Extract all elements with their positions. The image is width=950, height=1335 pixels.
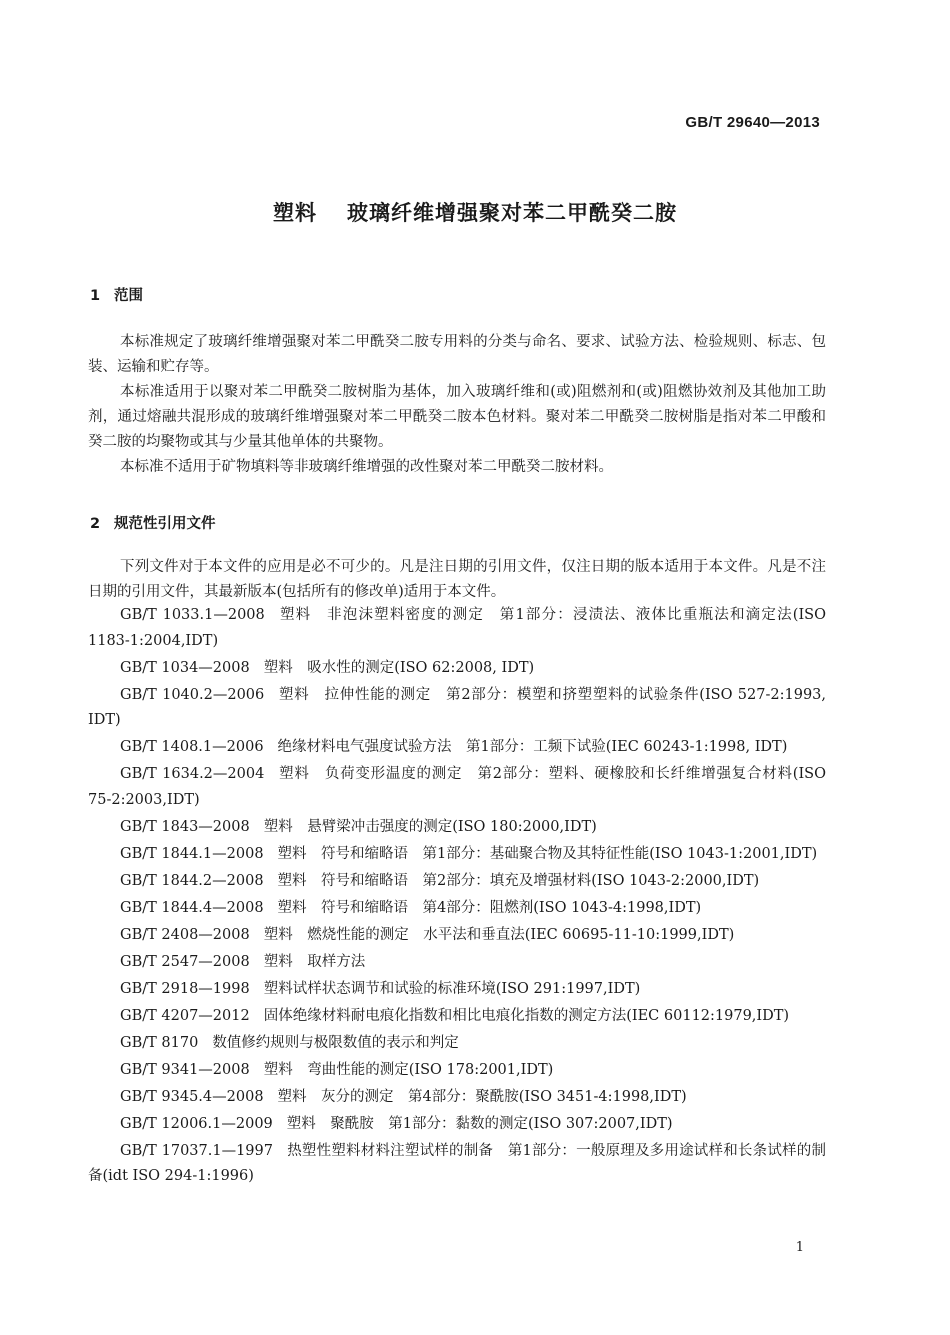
reference-text: 塑料 拉伸性能的测定 第2部分：模塑和挤塑塑料的试验条件(ISO 527-2:1993, IDT) <box>88 686 827 728</box>
reference-item <box>88 683 826 734</box>
reference-item <box>88 735 826 761</box>
reference-text: 数值修约规则与极限数值的表示和判定 <box>212 1034 459 1051</box>
reference-text: 塑料 聚酰胺 第1部分：黏数的测定(ISO 307:2007,IDT) <box>286 1115 673 1132</box>
reference-code: GB/T 2547—2008 <box>120 953 250 970</box>
reference-text: 塑料 符号和缩略语 第2部分：填充及增强材料(ISO 1043-2:2000,IDT) <box>277 872 760 889</box>
reference-item <box>88 762 826 813</box>
reference-code: GB/T 1844.2—2008 <box>120 872 264 889</box>
title-part-1: 塑料 <box>273 201 317 225</box>
scope-paragraph-2: 本标准适用于以聚对苯二甲酰癸二胺树脂为基体，加入玻璃纤维和(或)阻燃剂和(或)阻燃协效剂及其他加工助剂，通过熔融共混形成的玻璃纤维增强聚对苯二甲酰癸二胺本色材料。聚对苯二甲酰癸二胺树脂是指对苯二甲酸和癸二胺的均聚物或其与少量其他单体的共聚物。 <box>88 384 826 450</box>
section-number: 1 <box>90 288 101 304</box>
document-title <box>0 197 950 227</box>
reference-text: 固体绝缘材料耐电痕化指数和相比电痕化指数的测定方法(IEC 60112:1979,IDT) <box>263 1007 790 1024</box>
reference-list <box>88 603 826 1191</box>
reference-code: GB/T 1843—2008 <box>120 818 250 835</box>
section-title: 范围 <box>114 288 143 304</box>
reference-item <box>88 923 826 949</box>
references-intro: 下列文件对于本文件的应用是必不可少的。凡是注日期的引用文件，仅注日期的版本适用于本文件。凡是不注日期的引用文件，其最新版本(包括所有的修改单)适用于本文件。 <box>88 559 826 600</box>
reference-text: 塑料 吸水性的测定(ISO 62:2008, IDT) <box>263 659 535 676</box>
reference-text: 塑料 非泡沫塑料密度的测定 第1部分：浸渍法、液体比重瓶法和滴定法(ISO 1183-1:2004,IDT) <box>88 607 826 649</box>
reference-code: GB/T 1844.1—2008 <box>120 845 264 862</box>
scope-paragraph-3: 本标准不适用于矿物填料等非玻璃纤维增强的改性聚对苯二甲酰癸二胺材料。 <box>120 459 613 475</box>
reference-code: GB/T 1634.2—2004 <box>120 766 265 782</box>
reference-item <box>88 842 826 868</box>
reference-text: 塑料 符号和缩略语 第4部分：阻燃剂(ISO 1043-4:1998,IDT) <box>277 899 702 916</box>
reference-item <box>88 1085 826 1111</box>
reference-text: 塑料 燃烧性能的测定 水平法和垂直法(IEC 60695-11-10:1999,IDT) <box>263 926 735 943</box>
reference-item <box>88 656 826 682</box>
section-number: 2 <box>90 516 101 532</box>
reference-text: 塑料 悬臂梁冲击强度的测定(ISO 180:2000,IDT) <box>263 818 597 835</box>
reference-code: GB/T 2918—1998 <box>120 980 250 997</box>
page-number: 1 <box>795 1240 804 1255</box>
section-title: 规范性引用文件 <box>114 516 216 532</box>
reference-code: GB/T 8170 <box>120 1034 199 1051</box>
section-2-heading <box>90 512 216 533</box>
reference-item <box>88 977 826 1003</box>
reference-code: GB/T 1844.4—2008 <box>120 899 264 916</box>
reference-text: 塑料 灰分的测定 第4部分：聚酰胺(ISO 3451-4:1998,IDT) <box>277 1088 687 1105</box>
reference-code: GB/T 17037.1—1997 <box>120 1142 273 1159</box>
reference-item <box>88 869 826 895</box>
reference-text: 塑料 取样方法 <box>263 953 366 970</box>
reference-code: GB/T 9341—2008 <box>120 1061 250 1078</box>
reference-code: GB/T 1033.1—2008 <box>120 607 265 623</box>
reference-text: 塑料试样状态调节和试验的标准环境(ISO 291:1997,IDT) <box>263 980 641 997</box>
reference-item <box>88 1031 826 1057</box>
reference-item <box>88 1139 826 1190</box>
reference-item <box>88 1058 826 1084</box>
reference-code: GB/T 1040.2—2006 <box>120 686 265 703</box>
section-1-heading <box>90 284 143 305</box>
reference-code: GB/T 12006.1—2009 <box>120 1115 273 1132</box>
reference-code: GB/T 4207—2012 <box>120 1007 250 1024</box>
reference-text: 塑料 弯曲性能的测定(ISO 178:2001,IDT) <box>263 1061 554 1078</box>
reference-text: 塑料 负荷变形温度的测定 第2部分：塑料、硬橡胶和长纤维增强复合材料(ISO 75-2:2003,IDT) <box>88 766 826 808</box>
reference-text: 绝缘材料电气强度试验方法 第1部分：工频下试验(IEC 60243-1:1998, IDT) <box>277 739 788 755</box>
title-part-2: 玻璃纤维增强聚对苯二甲酰癸二胺 <box>347 201 677 225</box>
reference-item <box>88 603 826 654</box>
reference-item <box>88 815 826 841</box>
reference-text: 塑料 符号和缩略语 第1部分：基础聚合物及其特征性能(ISO 1043-1:2001,IDT) <box>277 845 818 862</box>
reference-item <box>88 1004 826 1030</box>
scope-paragraph-1: 本标准规定了玻璃纤维增强聚对苯二甲酰癸二胺专用料的分类与命名、要求、试验方法、检验规则、标志、包装、运输和贮存等。 <box>88 334 826 375</box>
reference-item <box>88 950 826 976</box>
reference-code: GB/T 2408—2008 <box>120 926 250 943</box>
reference-code: GB/T 1034—2008 <box>120 659 250 676</box>
standard-code: GB/T 29640—2013 <box>685 114 820 131</box>
reference-item <box>88 1112 826 1138</box>
reference-item <box>88 896 826 922</box>
reference-text: 热塑性塑料材料注塑试样的制备 第1部分：一般原理及多用途试样和长条试样的制备(idt ISO 294-1:1996) <box>88 1142 826 1184</box>
reference-code: GB/T 9345.4—2008 <box>120 1088 264 1105</box>
reference-code: GB/T 1408.1—2006 <box>120 739 264 755</box>
